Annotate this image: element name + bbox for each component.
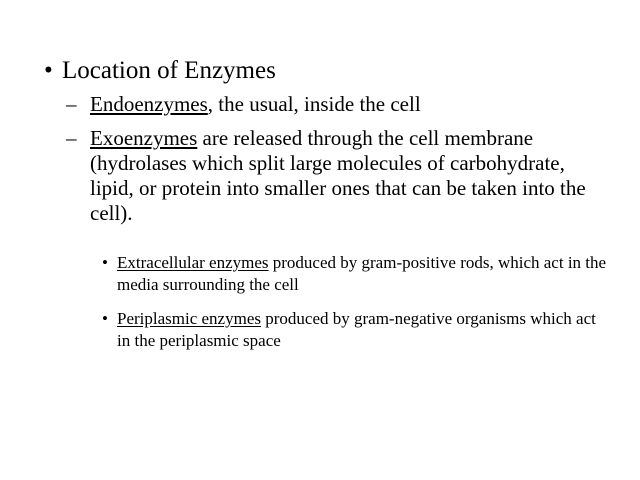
term-periplasmic-enzymes: Periplasmic enzymes xyxy=(117,309,261,328)
term-endoenzymes: Endoenzymes xyxy=(90,92,208,116)
bullet-icon: • xyxy=(102,253,108,272)
item-description: are released through the cell membrane (hydrolases which split large molecules of carbohydrate, lipid, or protein into smaller ones that can be taken into the cell). xyxy=(90,126,586,225)
sublist-item-text xyxy=(117,252,607,296)
dash-icon: – xyxy=(66,126,77,150)
term-extracellular-enzymes: Extracellular enzymes xyxy=(117,253,269,272)
bullet-icon: • xyxy=(44,57,53,84)
item-description: produced by gram-negative organisms which act in the periplasmic space xyxy=(117,309,596,350)
list-item-text xyxy=(90,92,610,117)
item-description: , the usual, inside the cell xyxy=(207,92,421,116)
list-item-text xyxy=(90,126,610,226)
dash-icon: – xyxy=(66,92,77,116)
sublist-item-text xyxy=(117,308,607,352)
term-exoenzymes: Exoenzymes xyxy=(90,126,198,150)
heading-text: Location of Enzymes xyxy=(62,57,276,84)
item-description: produced by gram-positive rods, which act in the media surrounding the cell xyxy=(117,253,607,294)
bullet-icon: • xyxy=(102,309,108,328)
